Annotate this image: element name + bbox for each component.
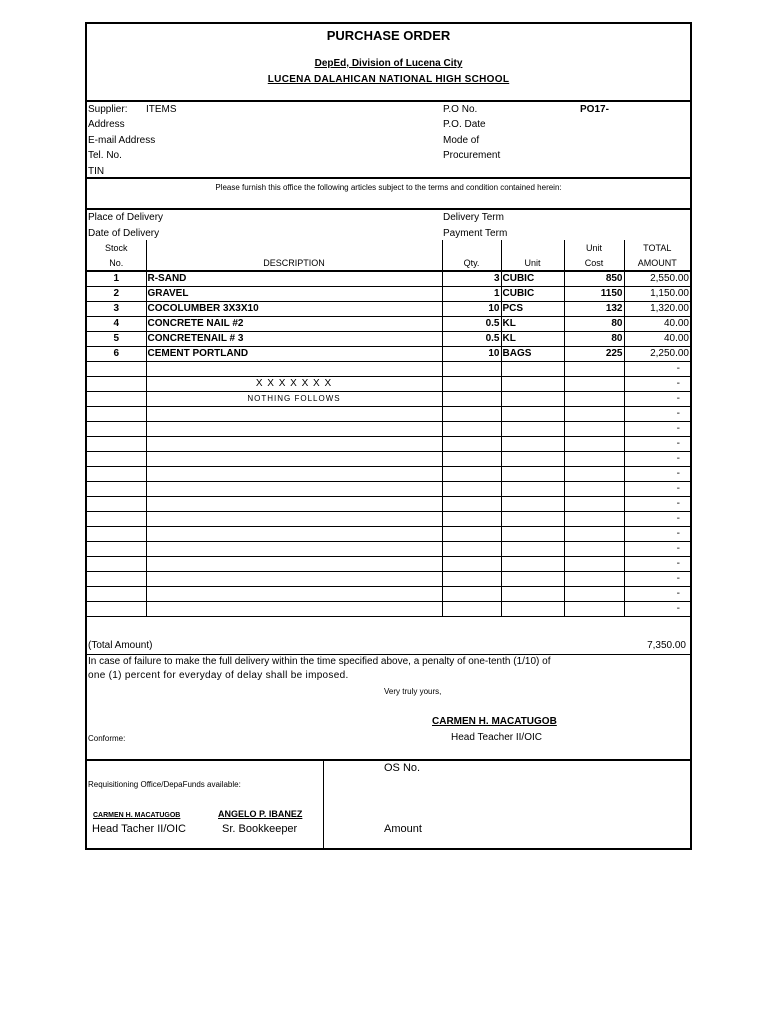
unit-cost-cell [564,467,624,482]
table-row [87,557,690,572]
penalty-line-1: In case of failure to make the full delivery within the time specified above, a penalty of one-tenth (1/10) of [88,656,551,667]
unit-cost-cell [564,482,624,497]
description-cell: GRAVEL [146,287,442,302]
instruction-text: Please furnish this office the following articles subject to the terms and condition contained herein: [215,183,562,192]
unit-cost-cell [564,527,624,542]
unit-cell [501,482,564,497]
qty-cell [442,362,501,377]
unit-cell [501,497,564,512]
amount-cell: - [624,467,690,482]
table-header-row [87,240,690,255]
amount-cell: 1,320.00 [624,302,690,317]
stock-no-cell [87,497,146,512]
col-qty-header: Qty. [442,255,501,271]
unit-cost-cell [564,557,624,572]
table-row [87,602,690,617]
unit-cost-cell: 225 [564,347,624,362]
amount-cell: - [624,542,690,557]
signatory-position: Head Teacher II/OIC [451,732,542,743]
stock-no-cell [87,377,146,392]
school-name: LUCENA DALAHICAN NATIONAL HIGH SCHOOL [267,74,510,85]
tel-label: Tel. No. [88,150,122,161]
stock-no-cell [87,557,146,572]
items-table [87,240,690,617]
qty-cell [442,542,501,557]
table-row [87,437,690,452]
table-row [87,467,690,482]
qty-cell [442,587,501,602]
funds-signer-1-title: Head Tacher II/OIC [92,823,186,835]
total-amount-label: (Total Amount) [88,640,153,651]
table-row [87,497,690,512]
description-cell: CONCRETENAIL # 3 [146,332,442,347]
total-amount-value: 7,350.00 [647,640,686,651]
amount-cell: - [624,527,690,542]
description-cell [146,512,442,527]
qty-cell [442,377,501,392]
qty-cell: 10 [442,302,501,317]
amount-cell: - [624,602,690,617]
unit-cell [501,527,564,542]
unit-cell [501,512,564,527]
unit-cost-cell: 1150 [564,287,624,302]
description-cell [146,467,442,482]
tin-label: TIN [88,166,105,177]
stock-no-cell [87,542,146,557]
agency-name: DepEd, Division of Lucena City [314,58,463,69]
page-title: PURCHASE ORDER [326,28,451,43]
description-cell: CEMENT PORTLAND [146,347,442,362]
stock-no-cell: 2 [87,287,146,302]
table-row [87,317,690,332]
amount-cell: - [624,377,690,392]
amount-cell: - [624,572,690,587]
unit-cell [501,542,564,557]
stock-no-cell [87,572,146,587]
unit-cell [501,377,564,392]
stock-no-cell [87,512,146,527]
unit-cell: BAGS [501,347,564,362]
table-header-row [87,255,690,271]
description-cell [146,482,442,497]
amount-cell: - [624,407,690,422]
col-unit-header: Unit [501,255,564,271]
stock-no-cell [87,467,146,482]
unit-cost-cell [564,587,624,602]
unit-cell [501,452,564,467]
table-row [87,271,690,287]
col-amount-header: AMOUNT [624,255,690,271]
amount-cell: - [624,587,690,602]
description-cell [146,422,442,437]
table-row [87,452,690,467]
amount-cell: - [624,482,690,497]
unit-cost-cell [564,602,624,617]
unit-cell [501,572,564,587]
col-stock-header: Stock [87,240,146,255]
stock-no-cell [87,602,146,617]
procurement-label: Procurement [443,150,501,161]
table-row [87,347,690,362]
funds-signer-1-name: CARMEN H. MACATUGOB [93,812,181,819]
amount-cell: 2,250.00 [624,347,690,362]
unit-cost-cell [564,572,624,587]
description-cell [146,557,442,572]
amount-cell: - [624,362,690,377]
qty-cell [442,392,501,407]
description-cell [146,527,442,542]
unit-cost-cell [564,497,624,512]
unit-cost-cell: 132 [564,302,624,317]
unit-cell [501,422,564,437]
stock-no-cell: 6 [87,347,146,362]
penalty-line-2: one (1) percent for everyday of delay shall be imposed. [88,670,349,681]
stock-no-cell [87,527,146,542]
qty-cell [442,572,501,587]
closing-text: Very truly yours, [384,687,442,696]
col-unit-cost-header: Unit [564,240,624,255]
stock-no-cell: 1 [87,271,146,287]
signoff-divider [87,759,690,761]
unit-cost-cell [564,437,624,452]
description-cell [146,497,442,512]
qty-cell [442,437,501,452]
table-row [87,422,690,437]
table-row [87,392,690,407]
email-label: E-mail Address [88,135,156,146]
qty-cell [442,557,501,572]
qty-cell [442,422,501,437]
unit-cell: CUBIC [501,271,564,287]
amount-cell: 1,150.00 [624,287,690,302]
qty-cell: 1 [442,287,501,302]
unit-cost-cell [564,377,624,392]
qty-cell [442,602,501,617]
description-cell [146,452,442,467]
supplier-value: ITEMS [146,104,177,115]
qty-cell [442,452,501,467]
supplier-divider [87,177,690,179]
amount-cell: - [624,437,690,452]
amount-cell: 2,550.00 [624,271,690,287]
po-number-value: PO17- [580,104,609,115]
unit-cost-cell [564,422,624,437]
qty-cell: 0.5 [442,332,501,347]
col-description-header: DESCRIPTION [146,255,442,271]
funds-signer-2-name: ANGELO P. IBANEZ [218,809,303,819]
amount-cell: - [624,422,690,437]
stock-no-cell [87,482,146,497]
po-date-label: P.O. Date [443,119,486,130]
unit-cell [501,467,564,482]
place-of-delivery-label: Place of Delivery [88,212,164,223]
unit-cell [501,557,564,572]
conforme-label: Conforme: [88,734,126,743]
qty-cell: 0.5 [442,317,501,332]
amount-cell: - [624,557,690,572]
table-row [87,527,690,542]
stock-no-cell: 5 [87,332,146,347]
unit-cell [501,587,564,602]
description-cell [146,542,442,557]
description-cell: COCOLUMBER 3X3X10 [146,302,442,317]
unit-cost-cell: 80 [564,317,624,332]
table-row [87,482,690,497]
description-cell [146,587,442,602]
qty-cell: 10 [442,347,501,362]
unit-cell [501,602,564,617]
description-cell [146,572,442,587]
stock-no-cell [87,392,146,407]
unit-cell: KL [501,317,564,332]
qty-cell: 3 [442,271,501,287]
unit-cost-cell: 850 [564,271,624,287]
stock-no-cell [87,362,146,377]
amount-cell: 40.00 [624,332,690,347]
funds-signer-2-title: Sr. Bookkeeper [222,823,298,835]
supplier-label: Supplier: [88,104,128,115]
description-cell: R-SAND [146,271,442,287]
unit-cost-cell [564,407,624,422]
table-row [87,377,690,392]
unit-cost-cell [564,362,624,377]
amount-label: Amount [384,823,422,835]
unit-cell: KL [501,332,564,347]
header-divider [87,100,690,102]
amount-cell: 40.00 [624,317,690,332]
instruction-divider [87,208,690,210]
total-divider [87,654,690,655]
unit-cell [501,362,564,377]
col-total-header: TOTAL [624,240,690,255]
amount-cell: - [624,497,690,512]
funds-divider [323,760,324,850]
description-cell: CONCRETE NAIL #2 [146,317,442,332]
qty-cell [442,407,501,422]
funds-label: Requisitioning Office/DepaFunds available: [88,780,241,789]
signatory-name: CARMEN H. MACATUGOB [432,716,557,727]
table-row [87,287,690,302]
unit-cell: PCS [501,302,564,317]
unit-cost-cell [564,452,624,467]
table-row [87,512,690,527]
amount-cell: - [624,392,690,407]
description-cell [146,602,442,617]
stock-no-cell: 4 [87,317,146,332]
nothing-follows-cell: NOTHING FOLLOWS [146,392,442,407]
table-row [87,362,690,377]
unit-cost-cell: 80 [564,332,624,347]
col-stock-no-header: No. [87,255,146,271]
os-no-label: OS No. [384,762,421,774]
unit-cost-cell [564,392,624,407]
table-row [87,332,690,347]
unit-cell [501,407,564,422]
amount-cell: - [624,452,690,467]
unit-cost-cell [564,542,624,557]
unit-cell [501,392,564,407]
table-row [87,407,690,422]
stock-no-cell [87,407,146,422]
unit-cost-cell [564,512,624,527]
description-cell [146,362,442,377]
table-row [87,542,690,557]
stock-no-cell: 3 [87,302,146,317]
table-row [87,302,690,317]
qty-cell [442,512,501,527]
purchase-order-form [85,22,692,850]
po-number-label: P.O No. [443,104,478,115]
delivery-term-label: Delivery Term [443,212,504,223]
qty-cell [442,467,501,482]
stock-no-cell [87,587,146,602]
address-label: Address [88,119,125,130]
table-row [87,572,690,587]
description-cell [146,407,442,422]
mode-label: Mode of [443,135,480,146]
stock-no-cell [87,422,146,437]
amount-cell: - [624,512,690,527]
table-row [87,587,690,602]
end-mark-cell: X X X X X X X [146,377,442,392]
date-of-delivery-label: Date of Delivery [88,228,160,239]
col-cost-header: Cost [564,255,624,271]
unit-cell: CUBIC [501,287,564,302]
description-cell [146,437,442,452]
stock-no-cell [87,437,146,452]
qty-cell [442,527,501,542]
payment-term-label: Payment Term [443,228,508,239]
unit-cell [501,437,564,452]
qty-cell [442,497,501,512]
qty-cell [442,482,501,497]
stock-no-cell [87,452,146,467]
